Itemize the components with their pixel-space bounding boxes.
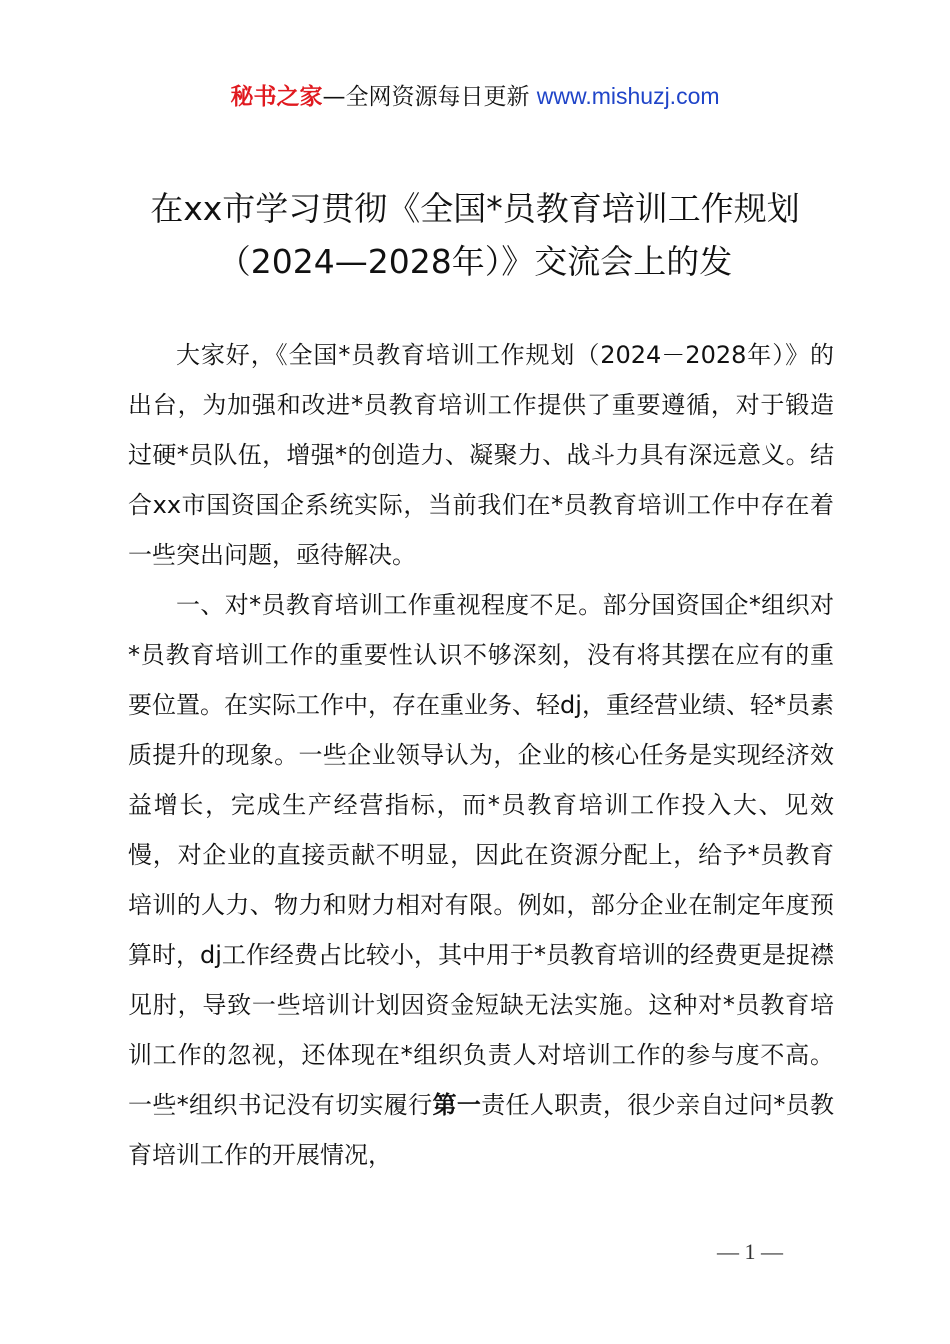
bold-emphasis: 第一 [432,1091,482,1119]
site-header [0,74,950,118]
document-body [128,330,834,1180]
website-link[interactable]: www.mishuzj.com [536,83,720,109]
document-title [60,182,890,288]
header-slogan: —全网资源每日更新 [322,84,537,110]
page-number: — 1 — [717,1239,783,1264]
paragraph-intro: 大家好，《全国*员教育培训工作规划（2024－2028年）》的出台，为加强和改进*员教育培训工作提供了重要遵循，对于锻造过硬*员队伍，增强*的创造力、凝聚力、战斗力具有深远意义。结合xx市国资国企系统实际，当前我们在*员教育培训工作中存在着一些突出问题，亟待解决。 [128,341,834,569]
title-line-1: 在xx市学习贯彻《全国*员教育培训工作规划 [150,189,800,228]
paragraph-section-1 [128,580,834,1180]
title-line-2: （2024—2028年）》交流会上的发 [217,242,733,281]
brand-name: 秘书之家 [230,84,323,110]
paragraph-tail: 责任人职责，很少亲自过问*员教育培训工作的开展情况， [128,1091,835,1169]
paragraph-text: 一、对*员教育培训工作重视程度不足。部分国资国企*组织对*员教育培训工作的重要性认识不够深刻，没有将其摆在应有的重要位置。在实际工作中，存在重业务、轻dj，重经营业绩、轻*员素质提升的现象。一些企业领导认为，企业的核心任务是实现经济效益增长，完成生产经营指标，而*员教育培训工作投入大、见效慢，对企业的直接贡献不明显，因此在资源分配上，给予*员教育培训的人力、物力和财力相对有限。例如，部分企业在制定年度预算时，dj工作经费占比较小，其中用于*员教育培训的经费更是捉襟见肘，导致一些培训计划因资金短缺无法实施。这种对*员教育培训工作的忽视，还体现在*组织负责人对培训工作的参与度不高。一些*组织书记没有切实履行 [128,591,834,1119]
